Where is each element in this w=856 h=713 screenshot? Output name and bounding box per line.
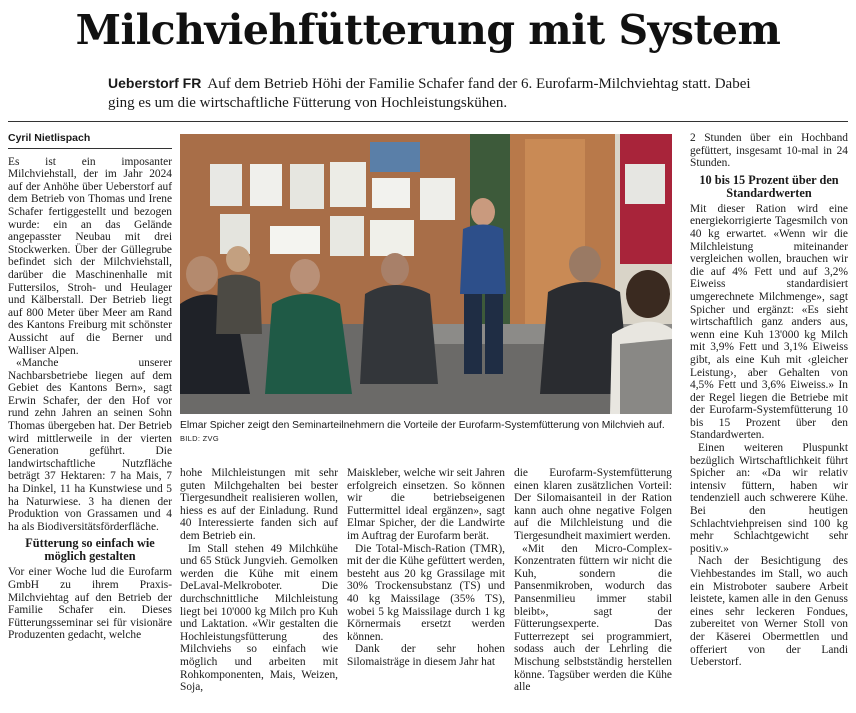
column-4 xyxy=(514,467,672,694)
column-1 xyxy=(8,132,172,642)
lead-paragraph xyxy=(108,74,758,113)
photo-caption xyxy=(180,419,672,445)
col1-paragraph: «Manche unserer Nachbarsbetriebe liegen auf dem Gebiet des Kantons Bern», sagt Erwin Schafer, der den Hof vor rund zehn Jahren an seinen Sohn Thomas übergeben hat. Der Betrieb wird mittlerweile in der vierten Generation geführt. Die landwirtschaftliche Nutzfläche beträgt 37 Hektaren: 7 ha Mais, 7 ha Dinkel, 11 ha Kunstwiese und 5 ha Naturwiese. 3 ha dienen der Produktion von Grassamen und 4 ha als Biodiversitätsförderfläche. xyxy=(8,357,172,533)
column-5 xyxy=(690,132,848,669)
column-3 xyxy=(347,467,505,669)
author: Cyril Nietlispach xyxy=(8,132,91,144)
col5-paragraph: Nach der Besichtigung des Viehbestandes im Stall, wo auch ein Mistroboter saubere Arbeit leistete, kamen alle in den Genuss eines sehr leckeren Fondues, zubereitet von Werner Stoll von der Käserei Obermettlen und offeriert von der Landi Ueberstorf. xyxy=(690,555,848,669)
col5-paragraph: Mit dieser Ration wird eine energiekorrigierte Tagesmilch von 40 kg erwartet. «Wenn wir die Milchleistung miteinander vergleichen wollen, brauchen wir die auf 4% Fett und auf 3,2% Eiweiss standardisiert umgerechnete Milchmenge», sagt Spicher und ergänzt: «Es sieht wirtschaftlich ganz anders aus, wenn eine Kuh 13'000 kg Milch mit 3,9% Fett und 3,1% Eiweiss gibt, als eine Kuh mit ‹gleicher Leistung›, aber Gehalten von 4,5% Fett und 3,6% Eiweiss.» In der Regel liegen die Betriebe mit der Eurofarm-Systemfütterung 10 bis 15 Prozent über den Standardwerten. xyxy=(690,202,848,442)
column-2 xyxy=(180,467,338,694)
article-photo xyxy=(180,134,672,414)
subheading-fuetterung: Fütterung so einfach wie möglich gestalten xyxy=(25,536,155,564)
col5-paragraph: 2 Stunden über ein Hochband gefüttert, insgesamt 10-mal in 24 Stunden. xyxy=(690,132,848,170)
author-rule xyxy=(8,148,172,149)
col3-paragraph: Maiskleber, welche wir seit Jahren erfolgreich einsetzen. So können wir die betriebseigenen Futtermittel ideal ergänzen», sagt Elmar Spicher, der die Landwirte im Auftrag der Eurofarm berät. xyxy=(347,467,506,542)
subheading-prozent: 10 bis 15 Prozent über den Standardwerten xyxy=(699,172,839,200)
col3-paragraph: Die Total-Misch-Ration (TMR), mit der die Kühe gefüttert werden, besteht aus 20 kg Grassilage mit 30% Trockensubstanz (TS) und 40 kg Maissilage (35% TS), wobei 5 kg Maissilage durch 1 kg Körnermais ersetzt werden können. xyxy=(347,542,505,643)
lead-place: Ueberstorf FR xyxy=(108,75,202,91)
col2-paragraph: hohe Milchleistungen mit sehr guten Milchgehalten bei bester Tiergesundheit realisieren wollen, hiess es auf der Einladung. Rund 40 Interessierte fanden sich auf dem Betrieb ein. xyxy=(180,467,338,542)
col5-paragraph: Einen weiteren Pluspunkt bezüglich Wirtschaftlichkeit führt Spicher an: «Da wir relativ intensiv füttern, haben wir tendenziell auch schwerere Kühe. Bei den heutigen Schlachtviehpreisen sind 100 kg mehr Schlachtgewicht sehr positiv.» xyxy=(690,442,848,555)
col3-paragraph: Dank der sehr hohen Silomaisträge in diesem Jahr hat xyxy=(347,643,505,668)
top-rule xyxy=(8,121,848,122)
col4-paragraph: die Eurofarm-Systemfütterung einen klaren zusätzlichen Vorteil: Der Silomaisanteil in der Ration kann auch ohne negative Folgen auf die Milchleistung und die Tiergesundheit maximiert werden. xyxy=(514,467,672,542)
col1-paragraph: Es ist ein imposanter Milchviehstall, der im Jahr 2024 auf der Anhöhe über Ueberstorf auf dem Betrieb von Thomas und Irene Schafer fertiggestellt und bezogen wurde: ein an das Gelände angepasster Neubau mit drei Stockwerken. Über der Güllegrube befindet sich der Milchviehstall, darüber die Maschinenhalle mit Futtersilos, Stroh- und Heulager und Kälberstall. Der Betrieb liegt auf 800 Meter über Meer am Rand des Kantons Freiburg mit schönster Aussicht auf die Berner und Walliser Alpen. xyxy=(8,155,172,357)
photo-credit: BILD: ZVG xyxy=(180,434,219,443)
col1-paragraph: Vor einer Woche lud die Eurofarm GmbH zu ihrem Praxis-Milchviehtag auf den Betrieb der Familie Schafer ein. Dieses Fütterungsseminar sei für visionäre Produzenten gedacht, welche xyxy=(8,566,172,642)
caption-text: Elmar Spicher zeigt den Seminarteilnehmern die Vorteile der Eurofarm-Systemfütterung von Milchvieh auf. xyxy=(180,420,665,431)
col4-paragraph: «Mit den Micro-Complex-Konzentraten füttern wir nicht die Kuh, sondern die Pansenmikroben, wodurch das Pansenmilieu immer stabil bleibt», sagt der Fütterungsexperte. Das Futterrezept sei programmiert, sodass auch der Lehrling die Mischung selbstständig herstellen könne. Tagsüber werden die Kühe alle xyxy=(514,542,672,694)
headline: Milchviehfütterung mit System xyxy=(75,6,781,54)
lead-text: Auf dem Betrieb Höhi der Familie Schafer fand der 6. Eurofarm-Milchviehtag statt. Dabei ging es um die wirtschaftliche Fütterung von Hochleistungskühen. xyxy=(108,76,751,111)
col2-paragraph: Im Stall stehen 49 Milchkühe und 65 Stück Jungvieh. Gemolken werden die Kühe mit einem DeLaval-Melkroboter. Die durchschnittliche Milchleistung liegt bei 10'000 kg Milch pro Kuh und Laktation. «Wir gestalten die Hochleistungsfütterung des Milchviehs so einfach wie möglich und arbeiten mit Rohkomponenten, Mais, Weizen, Soja, xyxy=(180,542,338,694)
